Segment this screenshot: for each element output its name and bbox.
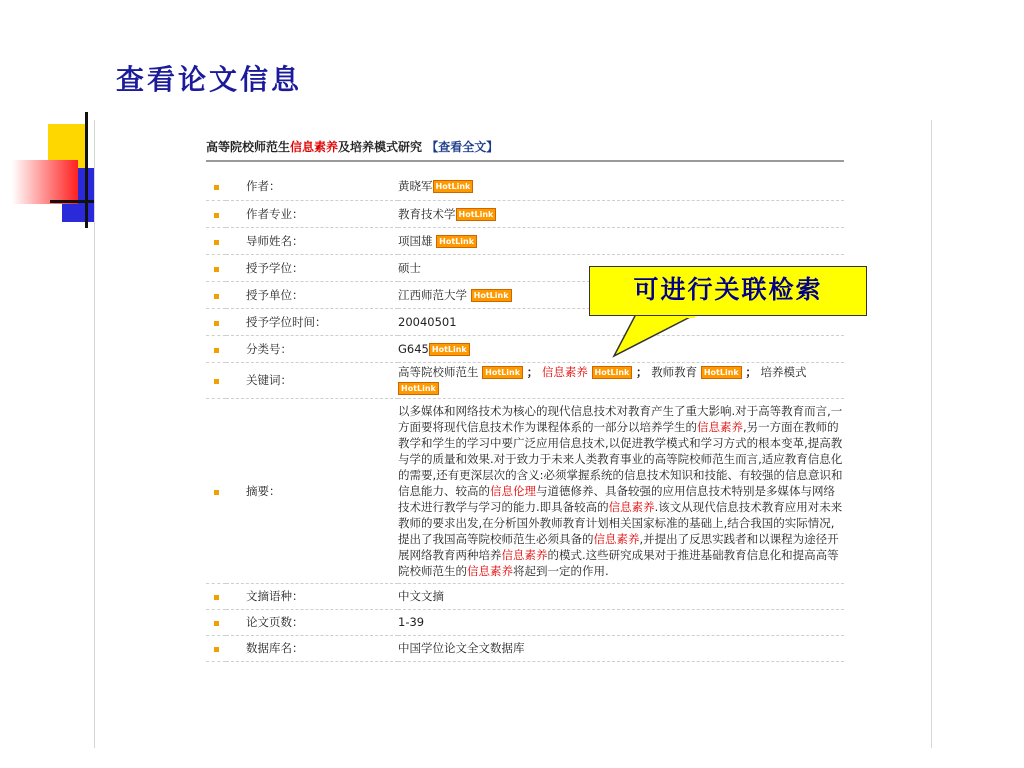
paper-title-part1: 高等院校师范生: [206, 140, 291, 154]
field-row-keywords: [206, 362, 844, 398]
paper-title-part2: 及培养模式研究: [338, 140, 423, 154]
abstract-highlight: 信息素养: [697, 419, 743, 434]
field-label: 论文页数：: [226, 609, 398, 635]
field-row-abstract: [206, 398, 844, 583]
pages-value: 1-39: [398, 615, 425, 629]
bullet-icon: [214, 185, 219, 190]
bullet-icon: [214, 294, 219, 299]
field-label: 分类号：: [226, 335, 398, 362]
hotlink-keyword-button[interactable]: HotLink: [701, 366, 742, 379]
slide-title: 查看论文信息: [116, 63, 303, 96]
abstract-highlight: 信息素养: [501, 547, 548, 562]
abstract-segment: ,并提出了反思实践者和以课程为途径开展网络教育两种培养: [398, 531, 839, 562]
bullet-icon: [214, 240, 219, 245]
bullet-icon: [214, 490, 219, 495]
bullet-icon: [214, 348, 219, 353]
keyword-item[interactable]: 高等院校师范生: [398, 365, 479, 379]
field-label: 授予学位：: [226, 254, 398, 281]
bullet-icon: [214, 647, 219, 652]
field-row-advisor: [206, 227, 844, 254]
keyword-separator: ；: [526, 365, 539, 379]
hotlink-institution-button[interactable]: HotLink: [471, 289, 512, 302]
hotlink-keyword-button[interactable]: HotLink: [592, 366, 633, 379]
classification-value: G645: [398, 341, 429, 356]
abstract-segment: .该文从现代信息技术教育应用对未来教师的要求出发,在分析国外教师教育计划相关国家标准的基础上,结合我国的实际情况,提出了我国高等院校师范生必须具备的: [398, 499, 843, 546]
language-value: 中文文摘: [398, 589, 444, 603]
abstract-highlight: 信息素养: [593, 531, 640, 546]
paper-title: [206, 138, 498, 155]
database-value: 中国学位论文全文数据库: [398, 641, 525, 655]
hotlink-advisor-button[interactable]: HotLink: [436, 235, 477, 248]
bullet-icon: [214, 621, 219, 626]
field-row-pages: [206, 609, 844, 635]
callout-pointer: [600, 310, 720, 360]
field-label: 关键词：: [226, 362, 398, 398]
hotlink-keyword-button[interactable]: HotLink: [482, 366, 523, 379]
keyword-item[interactable]: 培养模式: [760, 365, 807, 379]
keyword-item[interactable]: 教师教育: [651, 365, 698, 379]
deco-horizontal-line: [50, 200, 94, 203]
abstract-segment: 以多媒体和网络技术为核心的现代信息技术对教育产生了重大影响.对于高等教育而言,一方面要将现代信息技术作为课程体系的一部分以培养学生的: [398, 403, 843, 434]
bullet-icon: [214, 321, 219, 326]
title-divider: [206, 160, 844, 162]
paper-title-highlight: 信息素养: [290, 140, 339, 154]
degree-date-value: 20040501: [398, 314, 457, 329]
field-row-database: [206, 635, 844, 661]
author-value: 黄晓军: [398, 179, 433, 194]
hotlink-author-button[interactable]: HotLink: [433, 180, 474, 193]
field-row-author: [206, 173, 844, 200]
paper-metadata-table: [206, 173, 844, 662]
deco-red-gradient-bar: [12, 160, 78, 204]
abstract-segment: 将起到一定的作用.: [513, 563, 609, 578]
abstract-highlight: 信息素养: [608, 499, 655, 514]
bullet-icon: [214, 595, 219, 600]
major-value: 教育技术学: [398, 206, 456, 221]
keyword-separator: ；: [636, 365, 648, 379]
bullet-icon: [214, 267, 219, 272]
field-label: 导师姓名：: [226, 227, 398, 254]
bullet-icon: [214, 213, 219, 218]
field-label: 作者专业：: [226, 200, 398, 227]
view-full-text-link[interactable]: 【查看全文】: [426, 140, 499, 154]
bullet-icon: [214, 379, 219, 384]
field-label: 文摘语种：: [226, 583, 398, 609]
field-label: 摘要：: [226, 398, 398, 583]
advisor-value: 项国雄: [398, 233, 433, 248]
institution-value: 江西师范大学: [398, 287, 467, 302]
field-label: 授予学位时间：: [226, 308, 398, 335]
field-label: 作者：: [226, 173, 398, 200]
abstract-segment: 与道德修养、具备较强的应用信息技术特别是多媒体与网络技术进行教学与学习的能力.即具备较高的: [398, 483, 835, 514]
abstract-highlight: 信息伦理: [490, 483, 536, 498]
abstract-segment: 的模式.这些研究成果对于推进基础教育信息化和提高高等院校师范生的: [398, 547, 839, 578]
degree-value: 硕士: [398, 260, 421, 275]
abstract-text: [398, 398, 844, 583]
field-row-language: [206, 583, 844, 609]
abstract-segment: ,另一方面在教师的教学和学生的学习中要广泛应用信息技术,以促进教学模式和学习方式的根本变革,提高教与学的质量和效果.对于致力于未来人类教育事业的高等院校师范生而言,适应教育信息化的需要,还有更深层次的含义:必须掌握系统的信息技术知识和技能、有较强的信息意识和信息能力、较高的: [398, 419, 843, 498]
keyword-separator: ；: [745, 365, 757, 379]
callout-bubble: 可进行关联检索: [589, 266, 867, 316]
hotlink-keyword-button[interactable]: HotLink: [398, 382, 439, 395]
field-row-major: [206, 200, 844, 227]
field-label: 数据库名：: [226, 635, 398, 661]
hotlink-classification-button[interactable]: HotLink: [429, 343, 470, 356]
hotlink-major-button[interactable]: HotLink: [456, 208, 497, 221]
abstract-highlight: 信息素养: [467, 563, 513, 578]
field-row-classification: [206, 335, 844, 362]
keyword-item[interactable]: 信息素养: [541, 365, 588, 379]
field-label: 授予单位：: [226, 281, 398, 308]
deco-vertical-line: [85, 112, 88, 228]
